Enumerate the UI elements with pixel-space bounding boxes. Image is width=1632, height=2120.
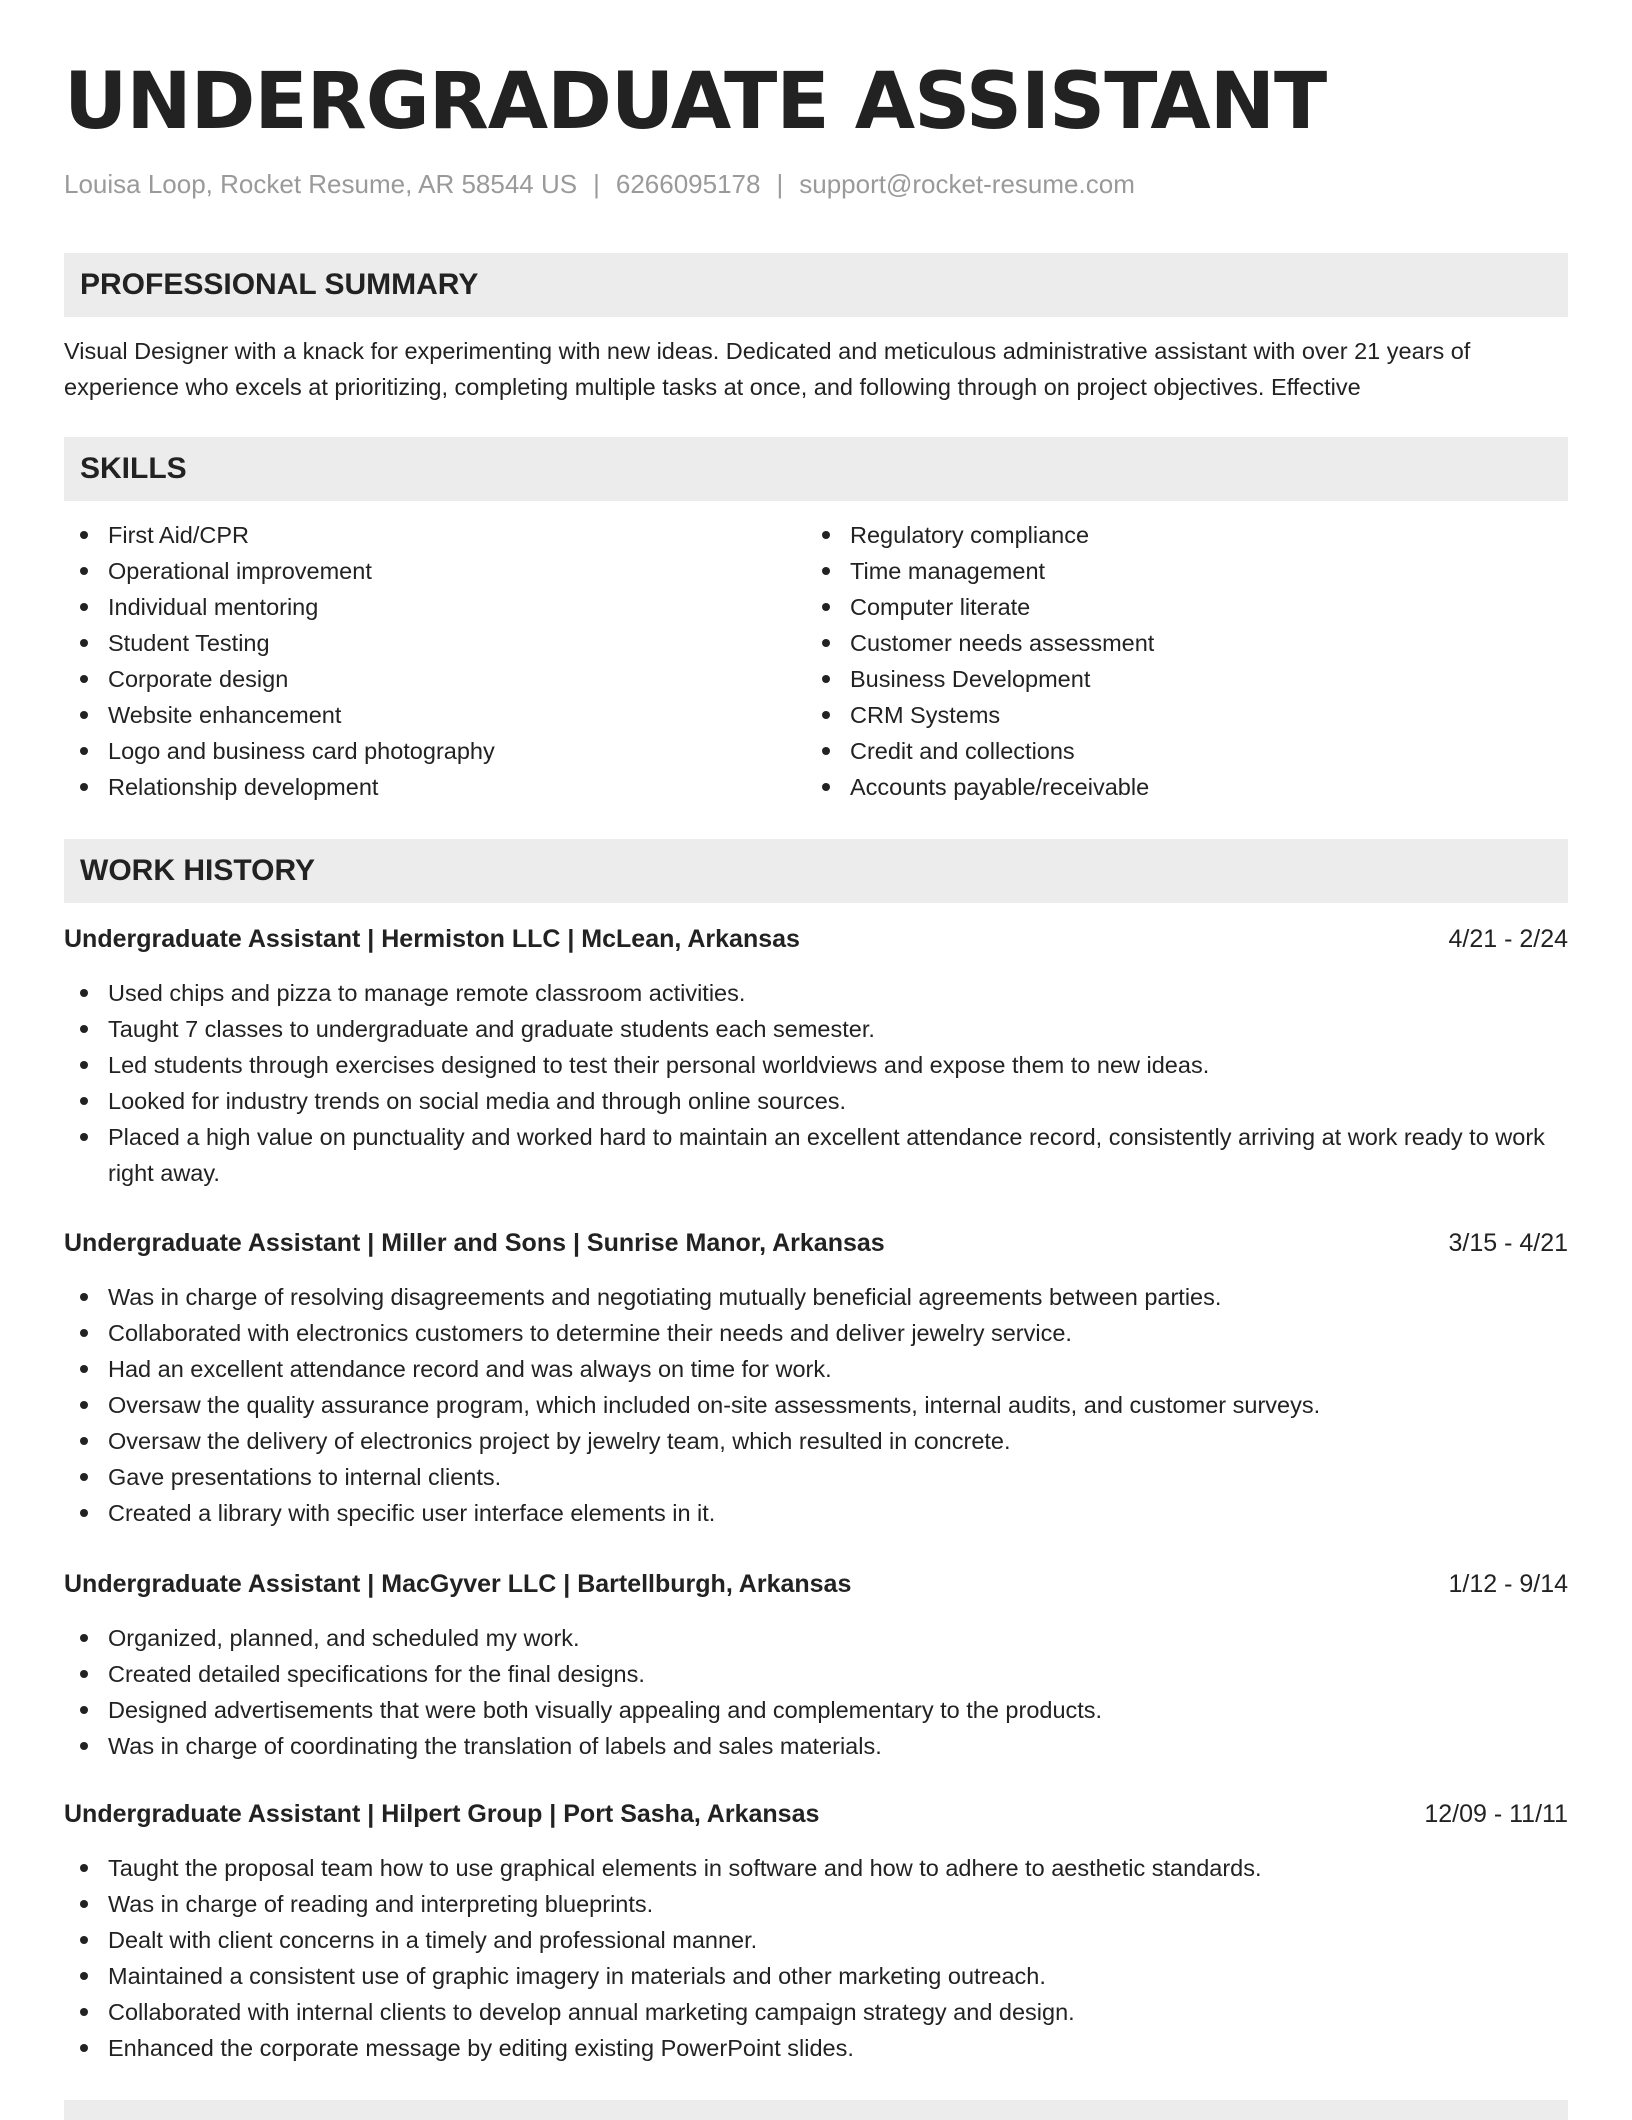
skill-item: Corporate design [64, 661, 804, 697]
skill-item: Logo and business card photography [64, 733, 804, 769]
contact-email: support@rocket-resume.com [799, 169, 1135, 199]
list-item: Enhanced the corporate message by editing existing PowerPoint slides. [64, 2030, 1568, 2066]
section-heading-summary: PROFESSIONAL SUMMARY [64, 253, 1568, 317]
skill-item: Time management [806, 553, 1546, 589]
job-header [64, 921, 1568, 957]
list-item: Maintained a consistent use of graphic imagery in materials and other marketing outreach. [64, 1958, 1568, 1994]
skill-item: Relationship development [64, 769, 804, 805]
list-item: Led students through exercises designed to test their personal worldviews and expose them to new ideas. [64, 1047, 1568, 1083]
list-item: Created a library with specific user interface elements in it. [64, 1495, 1568, 1531]
skill-item: Website enhancement [64, 697, 804, 733]
section-heading-skills: SKILLS [64, 437, 1568, 501]
skill-item: Student Testing [64, 625, 804, 661]
job-header [64, 1566, 1568, 1602]
list-item: Dealt with client concerns in a timely and professional manner. [64, 1922, 1568, 1958]
job-header [64, 1796, 1568, 1832]
job-dates: 12/09 - 11/11 [1424, 1800, 1568, 1828]
list-item: Designed advertisements that were both visually appealing and complementary to the products. [64, 1692, 1568, 1728]
list-item: Placed a high value on punctuality and worked hard to maintain an excellent attendance record, consistently arriving at work ready to work right away. [64, 1119, 1568, 1191]
list-item: Taught the proposal team how to use graphical elements in software and how to adhere to aesthetic standards. [64, 1850, 1568, 1886]
skills-list-left [64, 517, 804, 805]
skill-item: Accounts payable/receivable [806, 769, 1546, 805]
skill-item: Credit and collections [806, 733, 1546, 769]
job-dates: 1/12 - 9/14 [1448, 1570, 1568, 1598]
list-item: Was in charge of coordinating the translation of labels and sales materials. [64, 1728, 1568, 1764]
skill-item: Operational improvement [64, 553, 804, 589]
list-item: Taught 7 classes to undergraduate and graduate students each semester. [64, 1011, 1568, 1047]
job-title: Undergraduate Assistant | MacGyver LLC | Bartellburgh, Arkansas [64, 1570, 852, 1598]
list-item: Was in charge of reading and interpreting blueprints. [64, 1886, 1568, 1922]
list-item: Collaborated with electronics customers to determine their needs and deliver jewelry service. [64, 1315, 1568, 1351]
contact-phone: 6266095178 [615, 169, 761, 199]
section-heading-work: WORK HISTORY [64, 839, 1568, 903]
skill-item: Customer needs assessment [806, 625, 1546, 661]
job-bullets [64, 975, 1568, 1191]
list-item: Organized, planned, and scheduled my work. [64, 1620, 1568, 1656]
job-dates: 4/21 - 2/24 [1448, 925, 1568, 953]
job-title: Undergraduate Assistant | Hilpert Group | Port Sasha, Arkansas [64, 1800, 820, 1828]
list-item: Gave presentations to internal clients. [64, 1459, 1568, 1495]
list-item: Looked for industry trends on social media and through online sources. [64, 1083, 1568, 1119]
skill-item: Regulatory compliance [806, 517, 1546, 553]
job-title: Undergraduate Assistant | Miller and Sons | Sunrise Manor, Arkansas [64, 1229, 885, 1257]
summary-text: Visual Designer with a knack for experimenting with new ideas. Dedicated and meticulous administrative assistant with over 21 years of experience who excels at prioritizing, completing multiple tasks at once, and following through on project objectives. Effective [64, 338, 1471, 400]
list-item: Had an excellent attendance record and was always on time for work. [64, 1351, 1568, 1387]
skill-item: Business Development [806, 661, 1546, 697]
list-item: Oversaw the quality assurance program, which included on-site assessments, internal audits, and customer surveys. [64, 1387, 1568, 1423]
skill-item: CRM Systems [806, 697, 1546, 733]
job-title: Undergraduate Assistant | Hermiston LLC | McLean, Arkansas [64, 925, 800, 953]
contact-line [64, 164, 1135, 204]
section-heading-next [64, 2100, 1568, 2120]
list-item: Created detailed specifications for the final designs. [64, 1656, 1568, 1692]
list-item: Used chips and pizza to manage remote classroom activities. [64, 975, 1568, 1011]
job-bullets [64, 1620, 1568, 1764]
list-item: Collaborated with internal clients to develop annual marketing campaign strategy and design. [64, 1994, 1568, 2030]
list-item: Was in charge of resolving disagreements and negotiating mutually beneficial agreements between parties. [64, 1279, 1568, 1315]
job-bullets [64, 1279, 1568, 1531]
job-bullets [64, 1850, 1568, 2066]
skills-list-right [806, 517, 1546, 805]
skill-item: First Aid/CPR [64, 517, 804, 553]
skill-item: Individual mentoring [64, 589, 804, 625]
contact-separator: | [593, 169, 600, 199]
list-item: Oversaw the delivery of electronics project by jewelry team, which resulted in concrete. [64, 1423, 1568, 1459]
job-dates: 3/15 - 4/21 [1448, 1229, 1568, 1257]
contact-separator: | [776, 169, 784, 199]
contact-address: Louisa Loop, Rocket Resume, AR 58544 US [64, 169, 578, 199]
job-header [64, 1225, 1568, 1261]
skill-item: Computer literate [806, 589, 1546, 625]
page-title: UNDERGRADUATE ASSISTANT [64, 57, 1327, 147]
